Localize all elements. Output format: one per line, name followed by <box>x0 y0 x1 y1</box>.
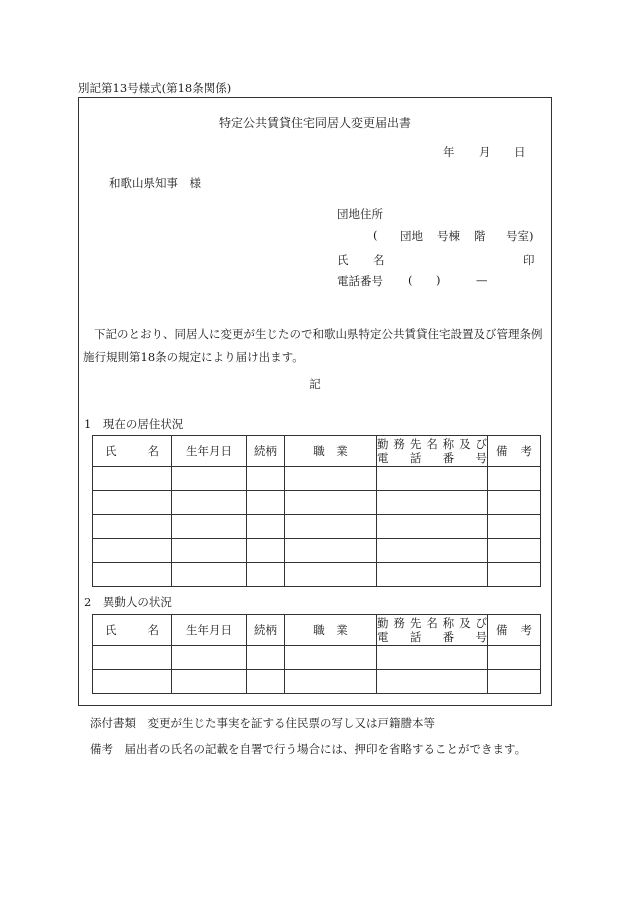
cell-workplace[interactable] <box>377 539 488 563</box>
danchi-label: 団地 <box>400 229 423 243</box>
remarks-note: 備考 届出者の氏名の記載を自署で行う場合には、押印を省略することができます。 <box>90 742 527 756</box>
cell-occupation[interactable] <box>285 467 377 491</box>
table-row <box>93 563 541 587</box>
cell-name[interactable] <box>93 491 172 515</box>
cell-remarks[interactable] <box>488 467 541 491</box>
cell-name[interactable] <box>93 670 172 694</box>
phone-label: 電話番号 <box>337 274 383 288</box>
moving-person-table <box>92 614 541 694</box>
cell-workplace[interactable] <box>377 491 488 515</box>
cell-occupation[interactable] <box>285 515 377 539</box>
col-relation: 続柄 <box>247 615 285 646</box>
table-row <box>93 646 541 670</box>
cell-occupation[interactable] <box>285 563 377 587</box>
table-row <box>93 467 541 491</box>
cell-birthdate[interactable] <box>172 515 247 539</box>
table-row <box>93 491 541 515</box>
table-row <box>93 670 541 694</box>
name-label-2: 名 <box>373 253 385 267</box>
cell-relation[interactable] <box>247 670 285 694</box>
col-name: 氏 名 <box>93 436 172 467</box>
cell-occupation[interactable] <box>285 670 377 694</box>
body-text-line2: 施行規則第18条の規定により届け出ます。 <box>83 350 304 364</box>
cell-relation[interactable] <box>247 563 285 587</box>
body-text-line1: 下記のとおり、同居人に変更が生じたので和歌山県特定公共賃貸住宅設置及び管理条例 <box>94 327 543 341</box>
cell-remarks[interactable] <box>488 491 541 515</box>
form-number: 別記第13号様式(第18条関係) <box>78 81 232 95</box>
cell-relation[interactable] <box>247 467 285 491</box>
cell-relation[interactable] <box>247 539 285 563</box>
phone-close-paren: ) <box>436 273 441 287</box>
cell-birthdate[interactable] <box>172 491 247 515</box>
col-occupation: 職 業 <box>285 436 377 467</box>
ki-heading: 記 <box>309 377 321 391</box>
date-month-label: 月 <box>479 145 491 159</box>
attachments-note: 添付書類 変更が生じた事実を証する住民票の写し又は戸籍謄本等 <box>90 716 435 730</box>
date-year-label: 年 <box>443 145 455 159</box>
cell-remarks[interactable] <box>488 670 541 694</box>
cell-relation[interactable] <box>247 515 285 539</box>
cell-birthdate[interactable] <box>172 539 247 563</box>
cell-birthdate[interactable] <box>172 646 247 670</box>
col-relation: 続柄 <box>247 436 285 467</box>
current-residence-table <box>92 435 541 587</box>
cell-occupation[interactable] <box>285 646 377 670</box>
cell-birthdate[interactable] <box>172 563 247 587</box>
col-occupation: 職 業 <box>285 615 377 646</box>
name-label-1: 氏 <box>337 253 349 267</box>
col-workplace: 勤務先名称及び 電 話 番 号 <box>377 437 487 465</box>
phone-dash: — <box>476 273 488 287</box>
unit-open-paren: ( <box>373 228 378 242</box>
cell-workplace[interactable] <box>377 670 488 694</box>
goto-label: 号棟 <box>437 229 460 243</box>
cell-remarks[interactable] <box>488 539 541 563</box>
form-title: 特定公共賃貸住宅同居人変更届出書 <box>218 116 411 130</box>
table-row <box>93 539 541 563</box>
table-row <box>93 515 541 539</box>
table-header-row <box>93 436 541 467</box>
cell-relation[interactable] <box>247 646 285 670</box>
section2-title: 2 異動人の状況 <box>84 595 172 609</box>
table-header-row <box>93 615 541 646</box>
cell-remarks[interactable] <box>488 515 541 539</box>
section1-title: 1 現在の居住状況 <box>84 417 184 431</box>
col-birthdate: 生年月日 <box>172 615 247 646</box>
col-name: 氏 名 <box>93 615 172 646</box>
cell-workplace[interactable] <box>377 646 488 670</box>
date-day-label: 日 <box>514 145 526 159</box>
cell-occupation[interactable] <box>285 539 377 563</box>
col-workplace: 勤務先名称及び 電 話 番 号 <box>377 616 487 644</box>
goshitsu-label: 号室) <box>506 229 534 243</box>
cell-remarks[interactable] <box>488 563 541 587</box>
cell-name[interactable] <box>93 646 172 670</box>
address-label: 団地住所 <box>337 207 383 221</box>
seal-mark: 印 <box>523 253 535 267</box>
cell-name[interactable] <box>93 515 172 539</box>
cell-name[interactable] <box>93 539 172 563</box>
phone-open-paren: ( <box>408 273 413 287</box>
cell-workplace[interactable] <box>377 467 488 491</box>
cell-workplace[interactable] <box>377 563 488 587</box>
kai-label: 階 <box>474 229 486 243</box>
cell-name[interactable] <box>93 563 172 587</box>
cell-birthdate[interactable] <box>172 670 247 694</box>
cell-remarks[interactable] <box>488 646 541 670</box>
cell-name[interactable] <box>93 467 172 491</box>
col-remarks: 備 考 <box>488 436 541 467</box>
col-birthdate: 生年月日 <box>172 436 247 467</box>
cell-occupation[interactable] <box>285 491 377 515</box>
col-remarks: 備 考 <box>488 615 541 646</box>
cell-birthdate[interactable] <box>172 467 247 491</box>
addressee: 和歌山県知事 様 <box>109 176 201 190</box>
cell-relation[interactable] <box>247 491 285 515</box>
cell-workplace[interactable] <box>377 515 488 539</box>
